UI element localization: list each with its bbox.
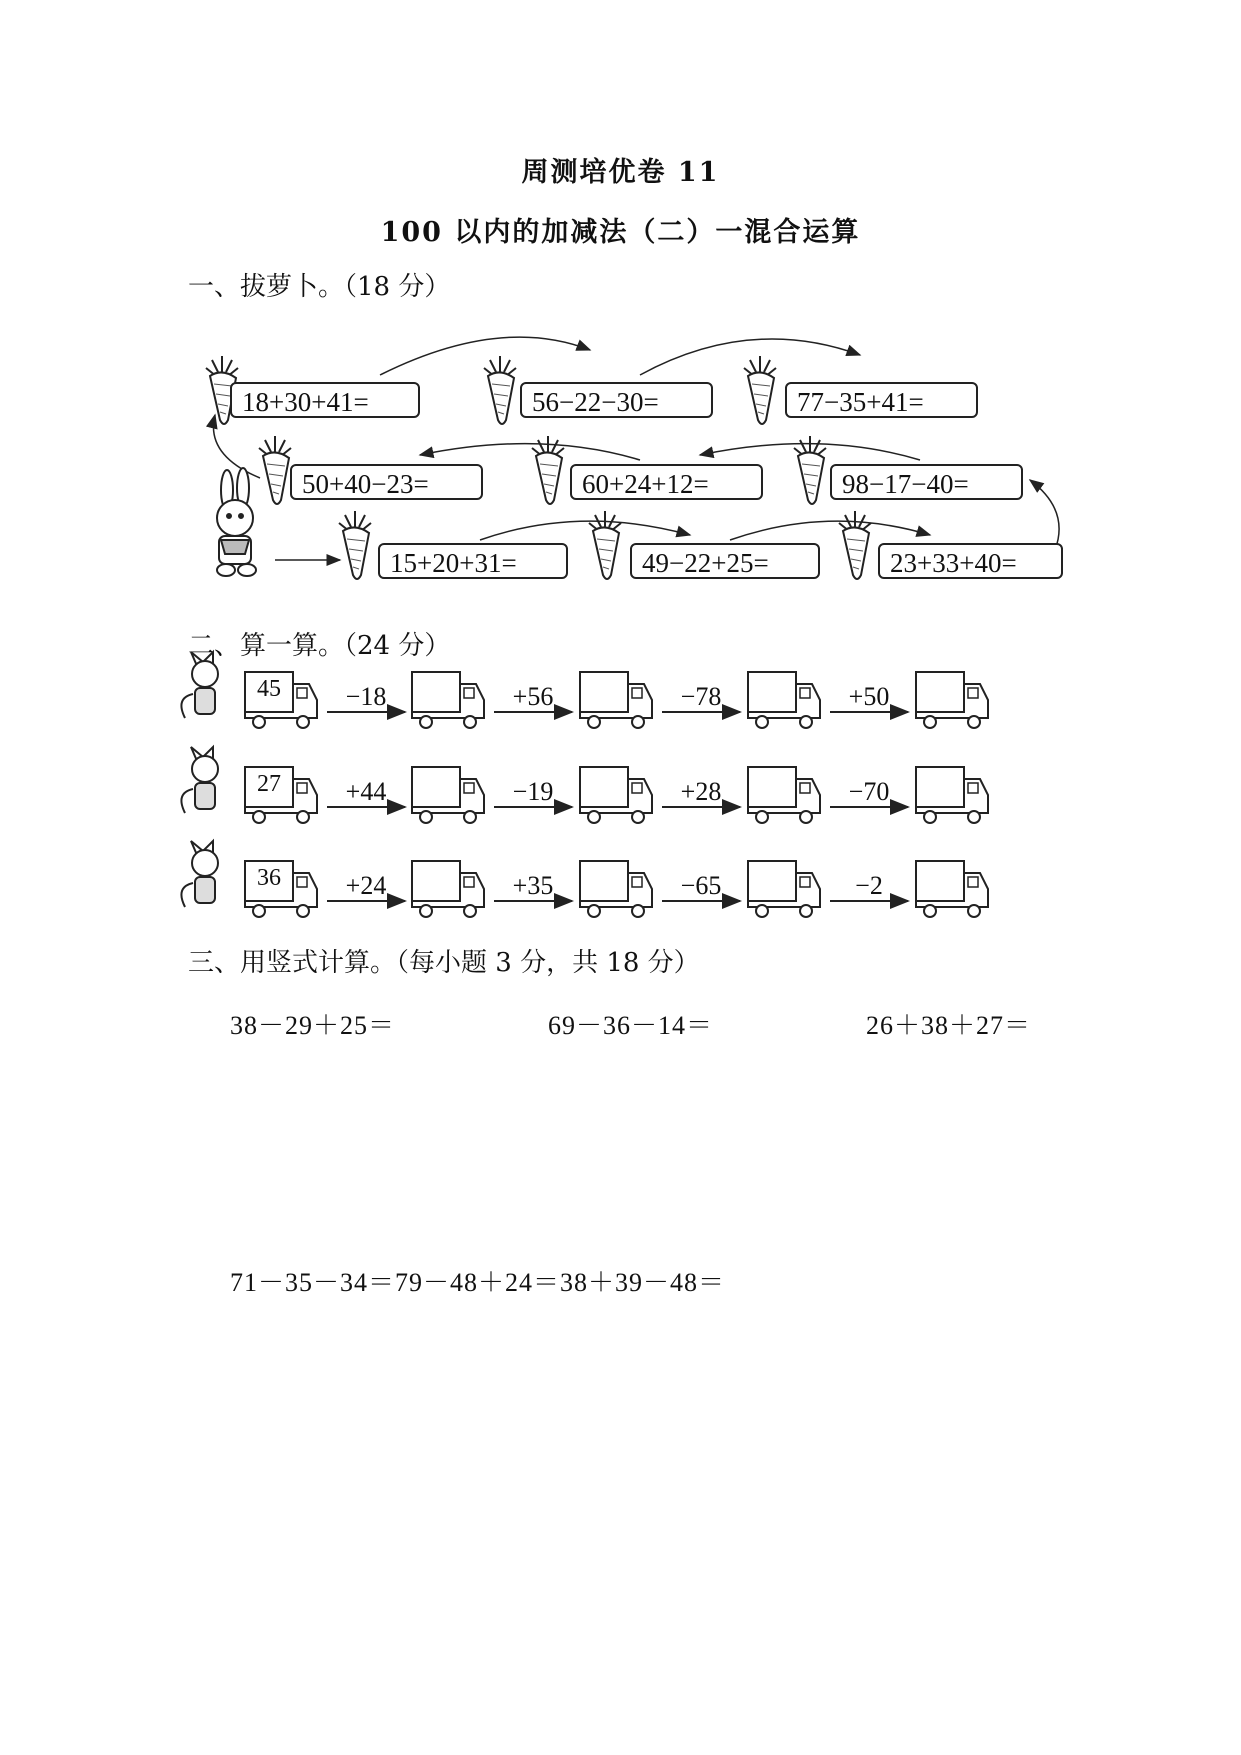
truck-icon <box>412 672 484 728</box>
truck-icon <box>916 861 988 917</box>
carrot-expression-box: 77−35+41= <box>785 382 978 418</box>
truck-icon <box>748 861 820 917</box>
chain-operation: −65 <box>680 871 722 900</box>
chain-operation: +28 <box>680 777 722 806</box>
fox-icon <box>181 747 218 813</box>
vertical-calc-problem: 26＋38＋27＝ <box>866 1011 1032 1040</box>
vertical-calc-problem-row: 71－35－34＝79－48＋24＝38＋39－48＝ <box>230 1268 726 1297</box>
fox-icon <box>181 841 218 907</box>
page-subtitle: 100 以内的加减法（二）一混合运算 <box>380 217 861 248</box>
truck-icon <box>412 861 484 917</box>
vertical-calc-problem: 38－29＋25＝ <box>230 1011 396 1040</box>
chain-operation: −18 <box>345 682 387 711</box>
chain-operation: +35 <box>512 871 554 900</box>
carrot-expression-box: 60+24+12= <box>570 464 763 500</box>
chain-operation: +50 <box>848 682 890 711</box>
section1-heading: 一、拔萝卜。（18 分） <box>188 272 451 302</box>
carrot-expression-box: 49−22+25= <box>630 543 820 579</box>
truck-icon <box>580 767 652 823</box>
truck-icon <box>748 767 820 823</box>
fox-icon <box>181 652 218 718</box>
carrot-expression-box: 15+20+31= <box>378 543 568 579</box>
chain-start-number: 27 <box>257 771 281 797</box>
section3-heading: 三、用竖式计算。（每小题 3 分，共 18 分） <box>188 948 700 978</box>
carrot-expression-box: 23+33+40= <box>878 543 1063 579</box>
chain-start-number: 36 <box>257 865 281 891</box>
chain-operation: −19 <box>512 777 554 806</box>
truck-icon <box>916 672 988 728</box>
chain-operation: −2 <box>855 871 883 900</box>
truck-icon <box>580 861 652 917</box>
chain-operation: +44 <box>345 777 387 806</box>
carrot-expression-box: 98−17−40= <box>830 464 1023 500</box>
section2-heading: 二、算一算。（24 分） <box>188 631 451 661</box>
vertical-calc-problem: 69－36－14＝ <box>548 1011 714 1040</box>
truck-icon <box>412 767 484 823</box>
page-title: 周测培优卷 11 <box>521 157 720 188</box>
carrot-expression-box: 56−22−30= <box>520 382 713 418</box>
chain-operation: +56 <box>512 682 554 711</box>
chain-operation: +24 <box>345 871 387 900</box>
truck-icon <box>916 767 988 823</box>
carrot-expression-box: 50+40−23= <box>290 464 483 500</box>
truck-icon <box>748 672 820 728</box>
chain-operation: −70 <box>848 777 890 806</box>
carrot-expression-box: 18+30+41= <box>230 382 420 418</box>
chain-operation: −78 <box>680 682 722 711</box>
chain-start-number: 45 <box>257 676 281 702</box>
truck-icon <box>580 672 652 728</box>
